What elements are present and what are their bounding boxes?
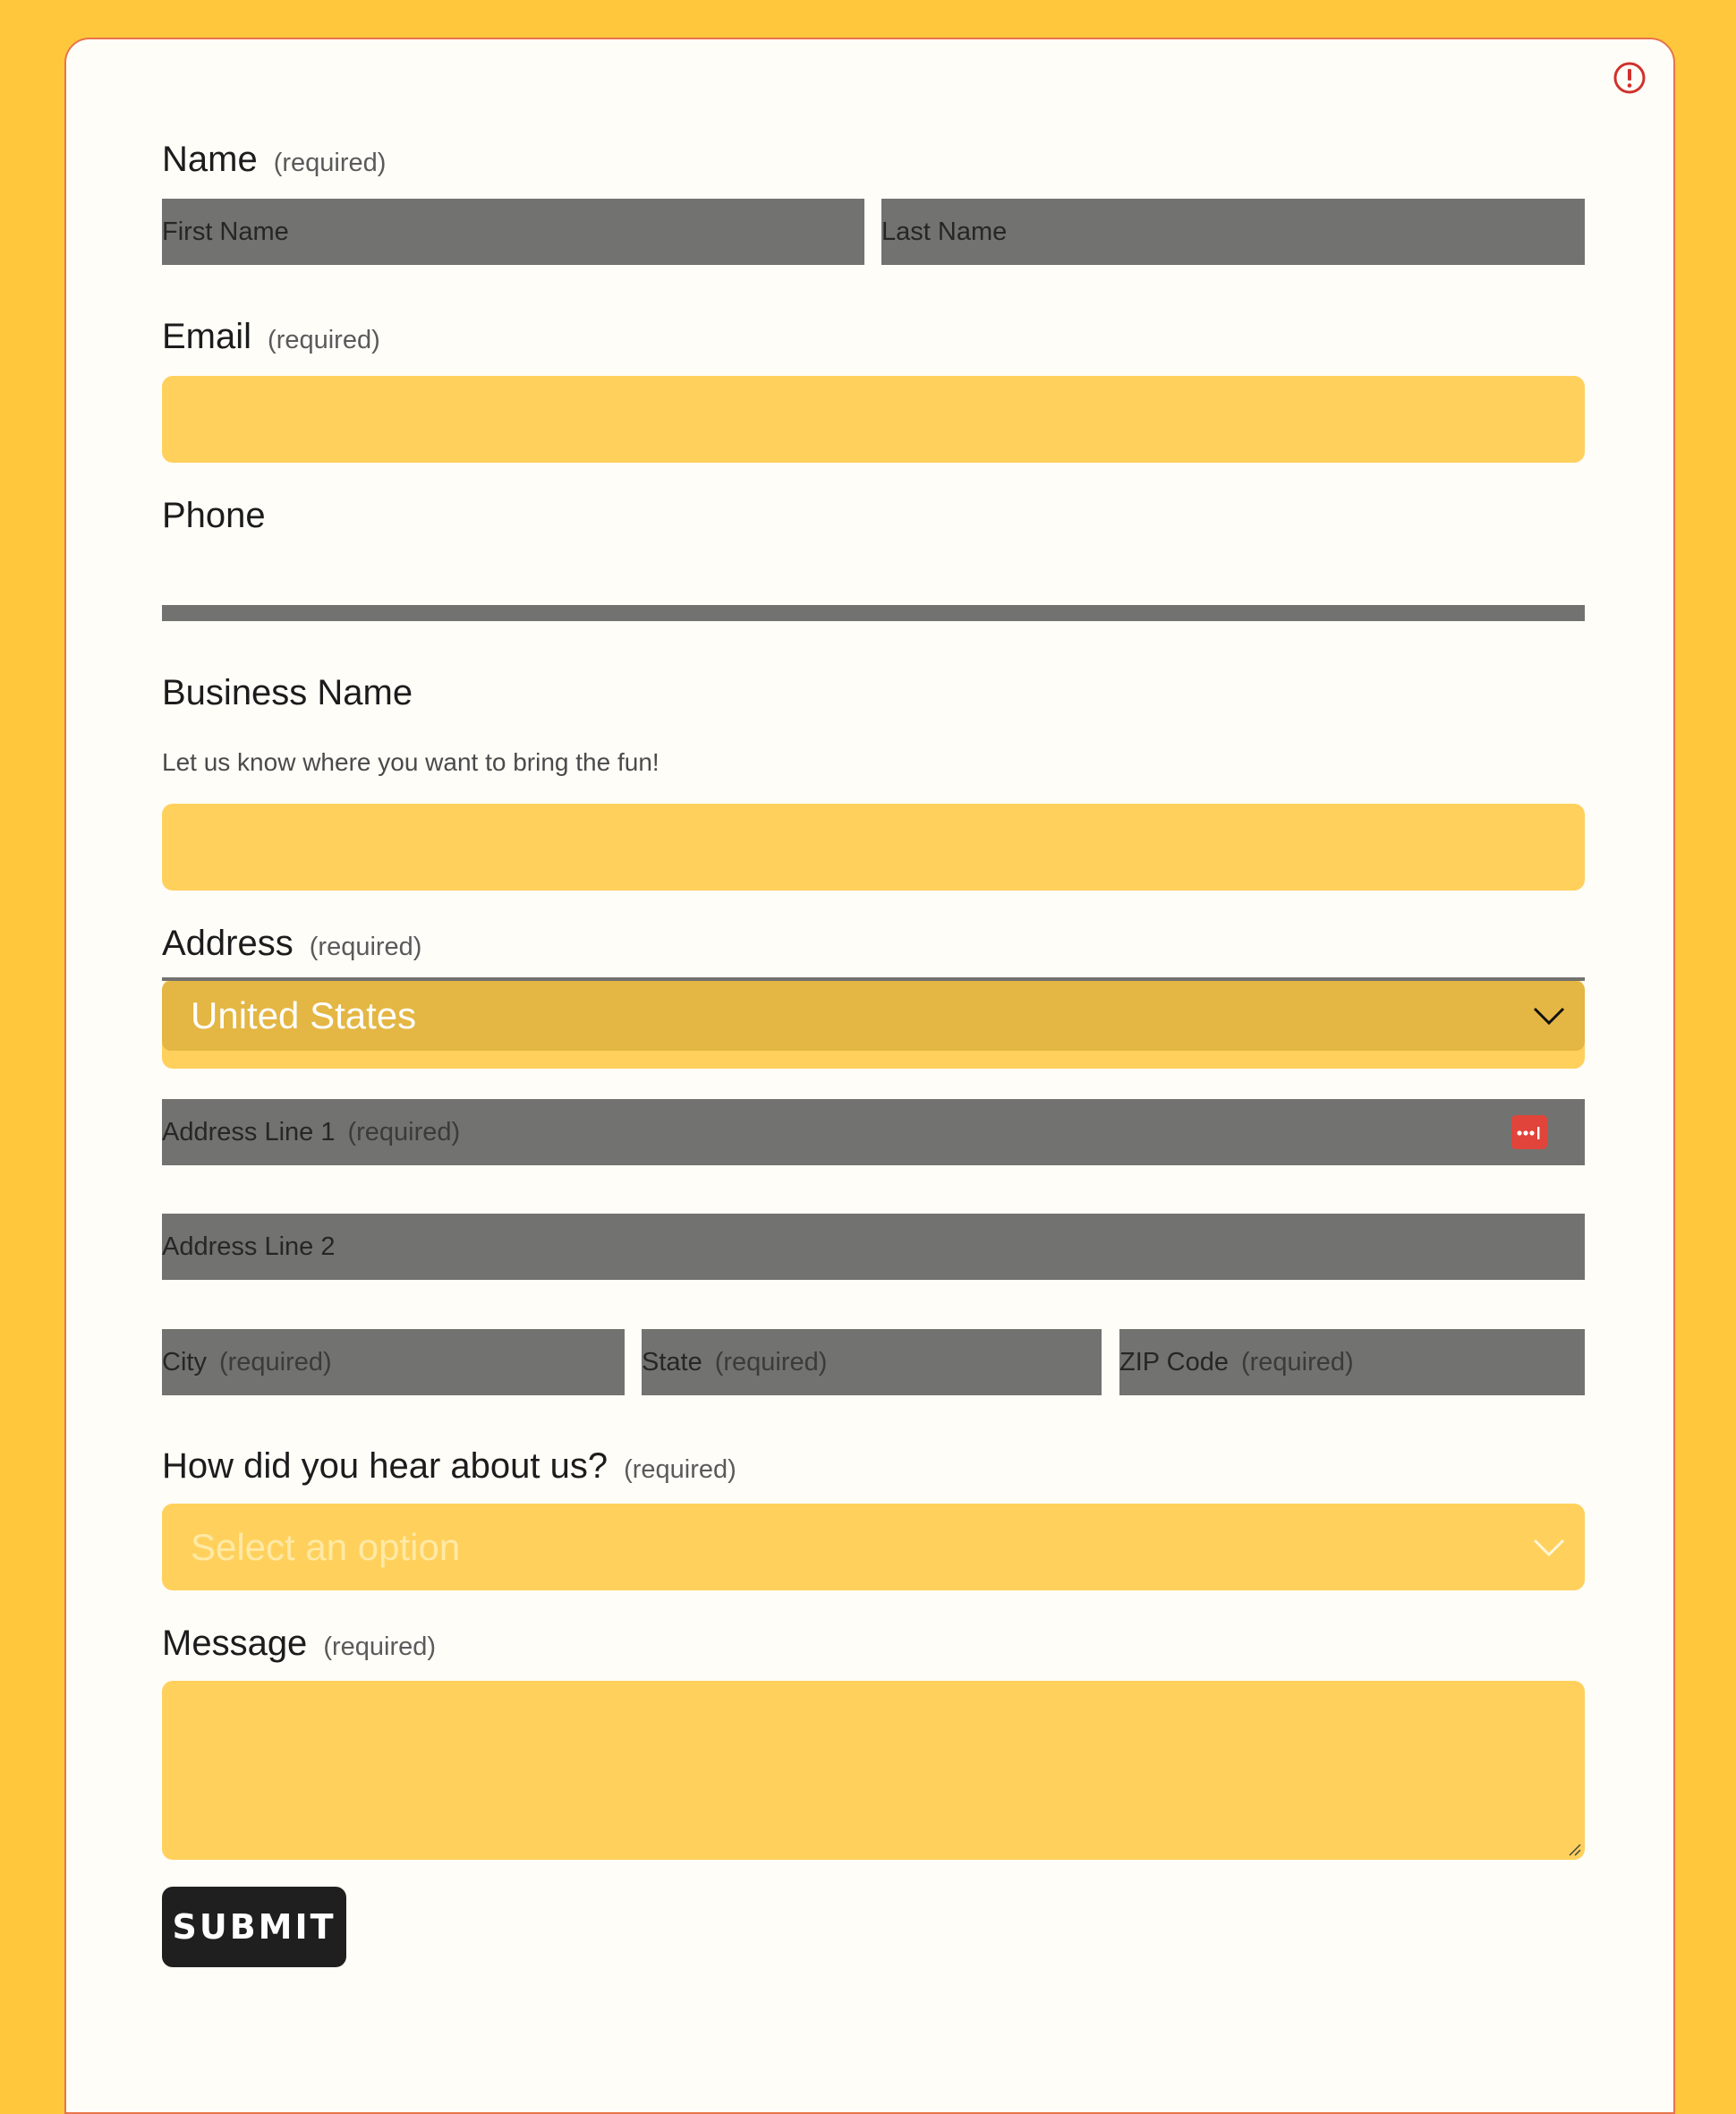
submit-label: SUBMIT — [172, 1907, 336, 1947]
referral-label-text: How did you hear about us? — [162, 1446, 608, 1486]
last-name-placeholder: Last Name — [881, 217, 1008, 246]
last-name-input[interactable] — [881, 199, 1585, 265]
business-name-label-text: Business Name — [162, 673, 413, 712]
first-name-input[interactable] — [162, 199, 864, 265]
required-tag: (required) — [624, 1455, 736, 1484]
city-placeholder: City — [162, 1347, 207, 1377]
required-tag: (required) — [218, 1347, 332, 1377]
message-label-text: Message — [162, 1624, 308, 1663]
required-tag: (required) — [309, 933, 422, 961]
form-card — [64, 38, 1675, 2114]
business-name-description: Let us know where you want to bring the fun! — [162, 748, 660, 776]
address-label — [162, 924, 421, 964]
address-line1-input[interactable] — [162, 1099, 1585, 1165]
required-tag: (required) — [714, 1347, 828, 1377]
phone-label — [162, 496, 266, 536]
state-input[interactable] — [642, 1329, 1102, 1395]
alert-circle-icon — [1613, 61, 1647, 95]
email-input[interactable] — [162, 376, 1585, 463]
required-tag: (required) — [268, 326, 380, 354]
referral-placeholder: Select an option — [191, 1525, 461, 1568]
email-label-text: Email — [162, 317, 252, 356]
address-line2-placeholder: Address Line 2 — [162, 1232, 336, 1261]
name-label-text: Name — [162, 140, 258, 179]
zip-placeholder: ZIP Code — [1119, 1347, 1229, 1377]
password-manager-icon[interactable] — [1511, 1115, 1547, 1149]
address-line2-input[interactable] — [162, 1214, 1585, 1280]
business-name-label — [162, 673, 413, 713]
message-label — [162, 1624, 436, 1664]
business-name-input[interactable] — [162, 804, 1585, 891]
state-placeholder: State — [642, 1347, 702, 1377]
country-value: United States — [191, 994, 417, 1036]
referral-label — [162, 1446, 736, 1487]
required-tag: (required) — [273, 149, 387, 177]
phone-label-text: Phone — [162, 496, 266, 535]
address-label-text: Address — [162, 924, 294, 963]
country-select[interactable] — [162, 981, 1585, 1051]
required-tag: (required) — [1240, 1347, 1354, 1377]
chevron-down-icon — [1533, 1538, 1565, 1557]
phone-input[interactable] — [162, 605, 1585, 621]
city-input[interactable] — [162, 1329, 625, 1395]
first-name-placeholder: First Name — [162, 217, 289, 246]
submit-button[interactable] — [162, 1887, 346, 1967]
referral-select[interactable] — [162, 1504, 1585, 1590]
chevron-down-icon — [1533, 1006, 1565, 1026]
message-textarea[interactable] — [162, 1681, 1585, 1860]
required-tag: (required) — [347, 1117, 461, 1147]
zip-input[interactable] — [1119, 1329, 1585, 1395]
address-line1-placeholder: Address Line 1 — [162, 1117, 336, 1147]
dots-icon — [1511, 1115, 1547, 1149]
email-label — [162, 317, 380, 357]
resize-handle-icon[interactable] — [1566, 1841, 1582, 1857]
required-tag: (required) — [323, 1632, 437, 1661]
name-label — [162, 140, 386, 180]
